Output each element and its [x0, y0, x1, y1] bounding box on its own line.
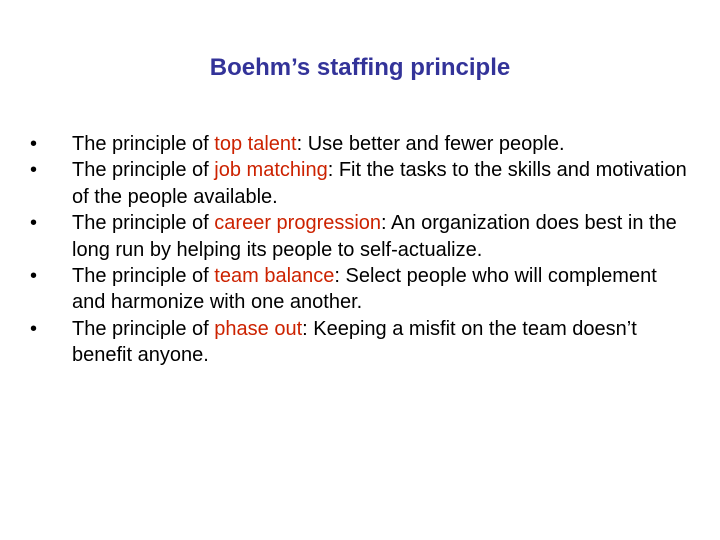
slide-title: Boehm’s staffing principle: [209, 54, 511, 81]
bullet-icon: •: [30, 133, 38, 155]
item-description: : An organization does best in the long run by helping its people to self-actualize.: [72, 212, 677, 261]
bullet-icon: •: [30, 159, 38, 182]
item-term: career progression: [214, 212, 382, 235]
item-term: job matching: [214, 159, 328, 182]
item-description: : Fit the tasks to the skills and motivation of the people available.: [72, 159, 687, 208]
item-description: : Use better and fewer people.: [296, 133, 565, 155]
bullet-item-top-talent: [30, 131, 690, 157]
bullet-item-phase-out: [30, 316, 690, 369]
bullet-icon: •: [30, 212, 38, 235]
item-term: team balance: [214, 265, 335, 288]
bullet-icon: •: [30, 317, 38, 340]
item-term: top talent: [214, 133, 297, 155]
bullet-item-team-balance: [30, 263, 690, 316]
item-prefix: The principle of: [72, 133, 215, 155]
item-prefix: The principle of: [72, 159, 215, 182]
item-prefix: The principle of: [72, 265, 215, 288]
bullet-item-job-matching: [30, 157, 690, 210]
item-prefix: The principle of: [72, 317, 215, 340]
item-prefix: The principle of: [72, 212, 215, 235]
item-description: : Select people who will complement and harmonize with one another.: [72, 265, 657, 314]
bullet-item-career-progression: [30, 210, 690, 263]
item-term: phase out: [214, 317, 303, 340]
bullet-list: [30, 131, 690, 369]
item-description: : Keeping a misfit on the team doesn’t benefit anyone.: [72, 317, 637, 367]
bullet-icon: •: [30, 265, 38, 288]
